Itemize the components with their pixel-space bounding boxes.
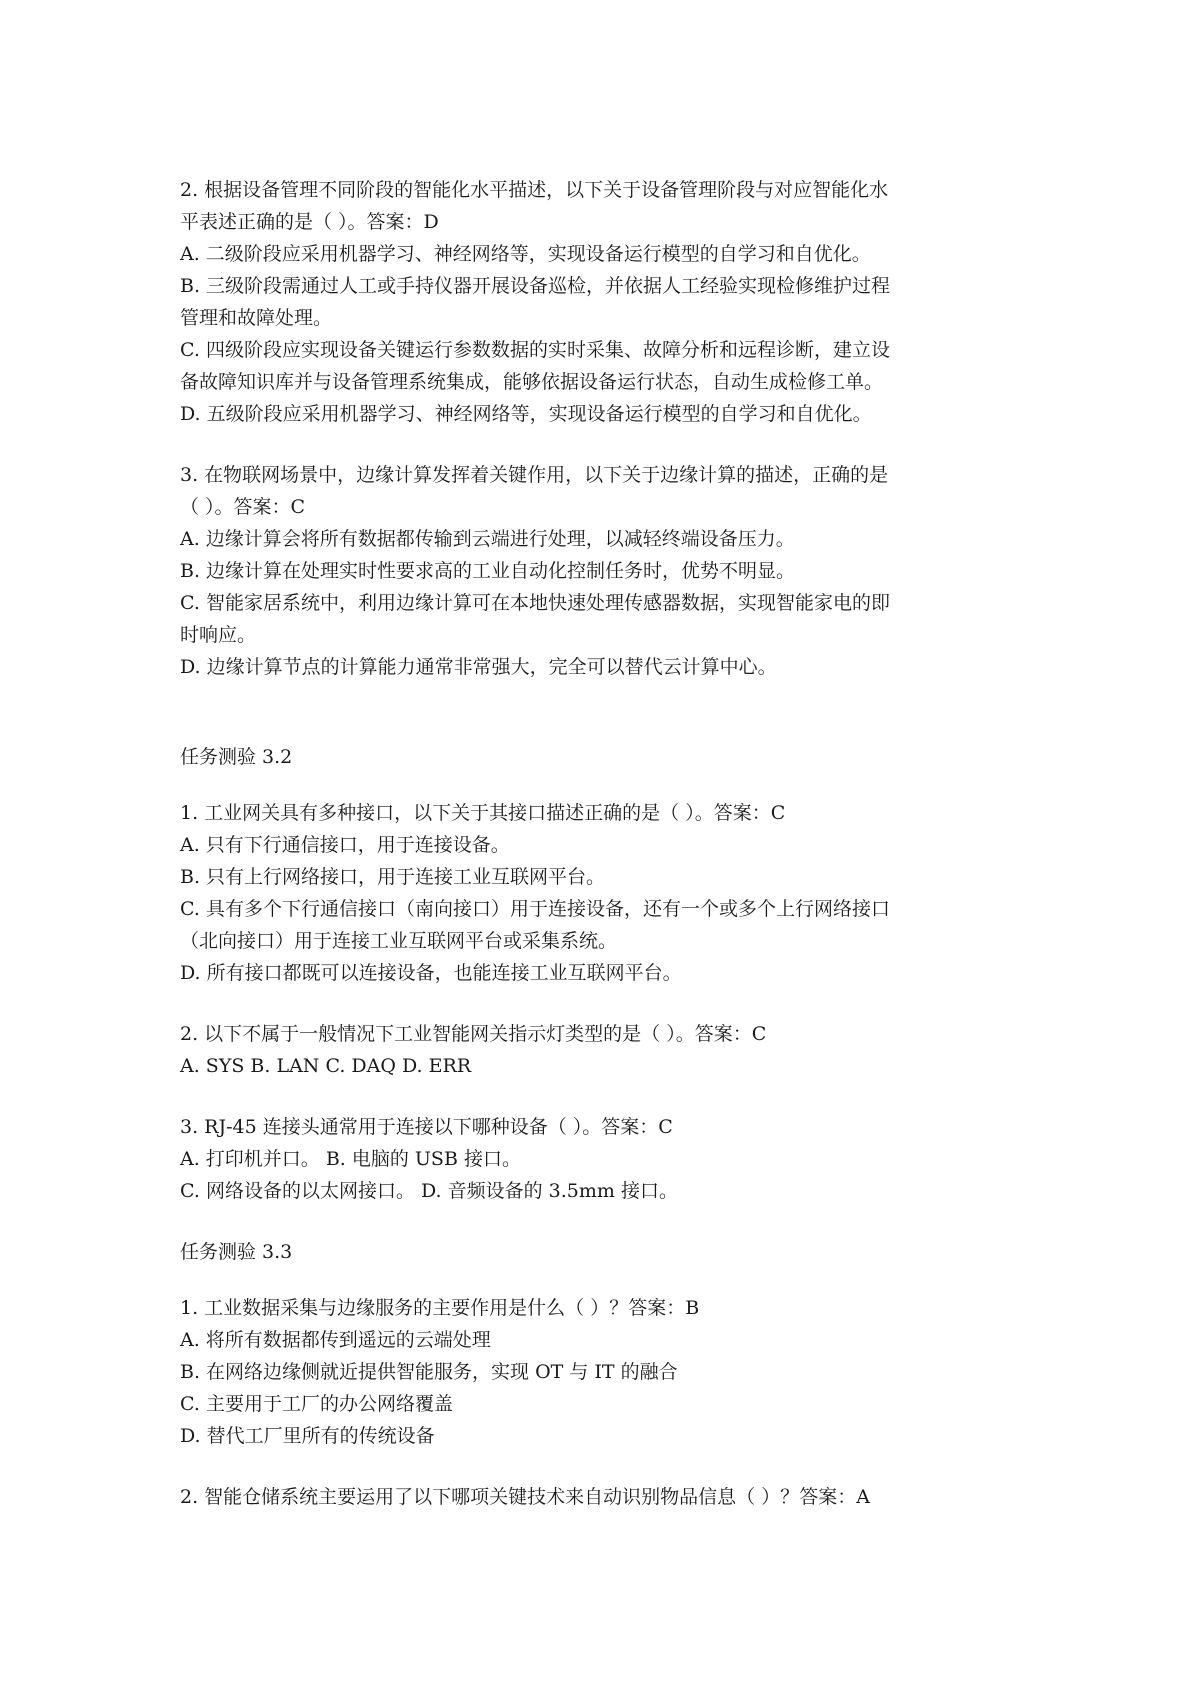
option-a: A. 边缘计算会将所有数据都传输到云端进行处理，以减轻终端设备压力。 xyxy=(180,528,795,550)
question-stem: 3. RJ-45 连接头通常用于连接以下哪种设备（ ）。答案：C xyxy=(180,1116,673,1138)
spacer xyxy=(180,683,1025,741)
spacer xyxy=(180,1207,1025,1236)
option-c: 备故障知识库并与设备管理系统集成，能够依据设备运行状态，自动生成检修工单。 xyxy=(180,371,884,393)
question-block xyxy=(180,1481,1025,1513)
options-inline: A. SYS B. LAN C. DAQ D. ERR xyxy=(180,1055,472,1077)
question-stem: 平表述正确的是（ ）。答案：D xyxy=(180,211,439,233)
section-heading: 任务测验 3.2 xyxy=(180,746,293,768)
question-stem: 3. 在物联网场景中，边缘计算发挥着关键作用，以下关于边缘计算的描述，正确的是 xyxy=(180,464,889,486)
section-heading: 任务测验 3.3 xyxy=(180,1241,293,1263)
option-b: B. 边缘计算在处理实时性要求高的工业自动化控制任务时，优势不明显。 xyxy=(180,560,796,582)
spacer xyxy=(180,773,1025,797)
question-stem: 1. 工业数据采集与边缘服务的主要作用是什么（ ）？答案：B xyxy=(180,1297,700,1319)
option-b: B. 只有上行网络接口，用于连接工业互联网平台。 xyxy=(180,866,606,888)
option-c: C. 四级阶段应实现设备关键运行参数数据的实时采集、故障分析和远程诊断，建立设 xyxy=(180,339,890,361)
question-stem: 2. 智能仓储系统主要运用了以下哪项关键技术来自动识别物品信息（ ）？答案：A xyxy=(180,1486,870,1508)
question-stem: 1. 工业网关具有多种接口，以下关于其接口描述正确的是（ ）。答案：C xyxy=(180,802,786,824)
option-d: D. 所有接口都既可以连接设备，也能连接工业互联网平台。 xyxy=(180,962,682,984)
spacer xyxy=(180,989,1025,1018)
document-page xyxy=(180,174,1025,1513)
option-b: B. 在网络边缘侧就近提供智能服务，实现 OT 与 IT 的融合 xyxy=(180,1361,678,1383)
option-c: C. 具有多个下行通信接口（南向接口）用于连接设备，还有一个或多个上行网络接口 xyxy=(180,898,890,920)
question-block xyxy=(180,459,1025,683)
question-block xyxy=(180,1111,1025,1207)
option-b: B. 三级阶段需通过人工或手持仪器开展设备巡检，并依据人工经验实现检修维护过程 xyxy=(180,275,891,297)
spacer xyxy=(180,430,1025,459)
option-c: （北向接口）用于连接工业互联网平台或采集系统。 xyxy=(180,930,618,952)
options-inline: C. 网络设备的以太网接口。 D. 音频设备的 3.5mm 接口。 xyxy=(180,1180,678,1202)
question-stem: 2. 根据设备管理不同阶段的智能化水平描述，以下关于设备管理阶段与对应智能化水 xyxy=(180,179,889,201)
question-block xyxy=(180,797,1025,989)
spacer xyxy=(180,1082,1025,1111)
option-d: D. 五级阶段应采用机器学习、神经网络等，实现设备运行模型的自学习和自优化。 xyxy=(180,403,872,425)
question-stem: （ ）。答案：C xyxy=(180,496,306,518)
option-b: 管理和故障处理。 xyxy=(180,307,333,329)
spacer xyxy=(180,1452,1025,1481)
spacer xyxy=(180,1268,1025,1292)
option-a: A. 将所有数据都传到遥远的云端处理 xyxy=(180,1329,491,1351)
question-block xyxy=(180,174,1025,430)
option-a: A. 只有下行通信接口，用于连接设备。 xyxy=(180,834,510,856)
question-block xyxy=(180,1018,1025,1082)
option-d: D. 边缘计算节点的计算能力通常非常强大，完全可以替代云计算中心。 xyxy=(180,656,777,678)
question-block xyxy=(180,1292,1025,1452)
option-a: A. 二级阶段应采用机器学习、神经网络等，实现设备运行模型的自学习和自优化。 xyxy=(180,243,871,265)
option-c: C. 主要用于工厂的办公网络覆盖 xyxy=(180,1393,453,1415)
option-c: C. 智能家居系统中，利用边缘计算可在本地快速处理传感器数据，实现智能家电的即 xyxy=(180,592,890,614)
option-c: 时响应。 xyxy=(180,624,257,646)
option-d: D. 替代工厂里所有的传统设备 xyxy=(180,1425,435,1447)
question-stem: 2. 以下不属于一般情况下工业智能网关指示灯类型的是（ ）。答案：C xyxy=(180,1023,767,1045)
options-inline: A. 打印机并口。 B. 电脑的 USB 接口。 xyxy=(180,1148,521,1170)
